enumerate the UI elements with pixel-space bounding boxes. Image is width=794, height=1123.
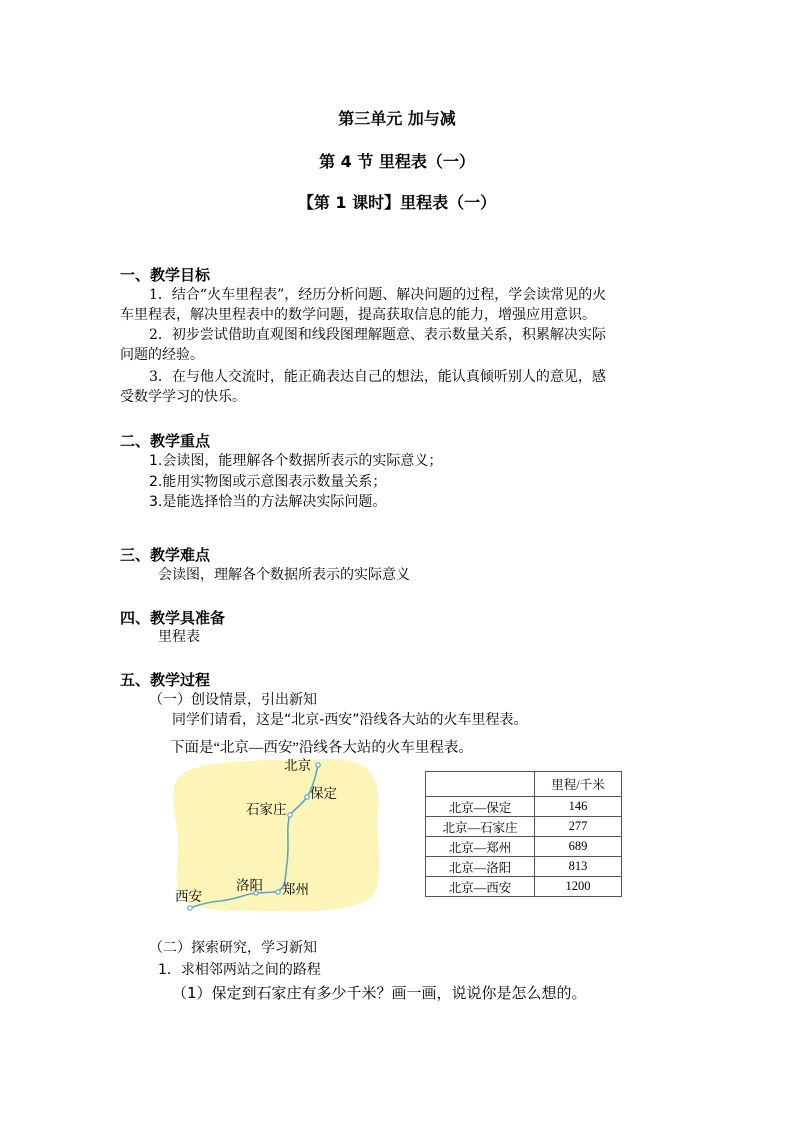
key-point-3: 3.是能选择恰当的方法解决实际问题。 bbox=[149, 494, 387, 510]
station-shijiazhuang-label: 石家庄 bbox=[246, 802, 287, 817]
table-row bbox=[426, 837, 622, 857]
objective-3-line-2: 受数学学习的快乐。 bbox=[120, 389, 246, 405]
map-background bbox=[173, 759, 379, 912]
key-point-2: 2.能用实物图或示意图表示数量关系； bbox=[149, 474, 387, 490]
objective-2-line-1: 2．初步尝试借助直观图和线段图理解题意、表示数量关系，积累解决实际 bbox=[149, 327, 606, 343]
preparation-text: 里程表 bbox=[158, 629, 200, 645]
station-beijing-label: 北京 bbox=[284, 758, 311, 773]
table-header-km: 里程/千米 bbox=[535, 772, 622, 797]
unit-title: 第三单元 加与减 bbox=[338, 109, 456, 128]
objective-3-line-1: 3．在与他人交流时，能正确表达自己的想法，能认真倾听别人的意见，感 bbox=[149, 369, 606, 385]
table-row bbox=[426, 877, 622, 897]
process-step-1-text: 同学们请看，这是“北京-西安”沿线各大站的火车里程表。 bbox=[172, 712, 528, 728]
station-baoding-dot bbox=[305, 795, 309, 799]
mileage-table bbox=[425, 771, 622, 897]
station-xian-dot bbox=[188, 906, 192, 910]
objective-1-line-2: 车里程表，解决里程表中的数学问题，提高获取信息的能力，增强应用意识。 bbox=[120, 307, 596, 323]
table-cell-route: 北京—洛阳 bbox=[426, 857, 535, 877]
key-point-1: 1.会读图，能理解各个数据所表示的实际意义； bbox=[149, 453, 443, 469]
station-zhengzhou-label: 郑州 bbox=[282, 882, 309, 897]
process-sub-1: 1．求相邻两站之间的路程 bbox=[158, 962, 321, 978]
objective-1-line-1: 1．结合“火车里程表”，经历分析问题、解决问题的过程，学会读常见的火 bbox=[149, 287, 607, 303]
table-cell-route: 北京—西安 bbox=[426, 877, 535, 897]
table-cell-km: 277 bbox=[535, 817, 622, 837]
process-step-1: （一）创设情景，引出新知 bbox=[149, 692, 317, 708]
objectives-heading: 一、教学目标 bbox=[120, 266, 211, 284]
table-cell-route: 北京—石家庄 bbox=[426, 817, 535, 837]
lesson-title: 【第 1 课时】里程表（一） bbox=[297, 193, 497, 212]
process-heading: 五、教学过程 bbox=[120, 671, 211, 689]
station-shijiazhuang-dot bbox=[288, 813, 292, 817]
preparation-heading: 四、教学具准备 bbox=[120, 609, 226, 627]
route-map bbox=[170, 755, 385, 915]
table-cell-km: 689 bbox=[535, 837, 622, 857]
station-xian-label: 西安 bbox=[175, 889, 202, 904]
station-beijing-dot bbox=[316, 763, 320, 767]
process-step-2: （二）探索研究，学习新知 bbox=[149, 940, 317, 956]
table-header-route bbox=[426, 772, 535, 797]
table-row bbox=[426, 797, 622, 817]
figure-caption: 下面是“北京—西安”沿线各大站的火车里程表。 bbox=[170, 740, 473, 756]
table-header-row bbox=[426, 772, 622, 797]
table-cell-km: 1200 bbox=[535, 877, 622, 897]
table-cell-route: 北京—郑州 bbox=[426, 837, 535, 857]
section-title: 第 4 节 里程表（一） bbox=[319, 152, 475, 171]
table-row bbox=[426, 817, 622, 837]
table-cell-km: 813 bbox=[535, 857, 622, 877]
table-cell-route: 北京—保定 bbox=[426, 797, 535, 817]
difficulties-heading: 三、教学难点 bbox=[120, 546, 211, 564]
key-points-heading: 二、教学重点 bbox=[120, 432, 211, 450]
difficulties-text: 会读图，理解各个数据所表示的实际意义 bbox=[158, 567, 410, 583]
station-zhengzhou-dot bbox=[276, 890, 280, 894]
objective-2-line-2: 问题的经验。 bbox=[120, 347, 204, 363]
process-sub-1-question: （1）保定到石家庄有多少千米？画一画，说说你是怎么想的。 bbox=[172, 984, 587, 1002]
table-row bbox=[426, 857, 622, 877]
station-luoyang-label: 洛阳 bbox=[236, 878, 263, 893]
station-baoding-label: 保定 bbox=[310, 786, 337, 801]
table-cell-km: 146 bbox=[535, 797, 622, 817]
